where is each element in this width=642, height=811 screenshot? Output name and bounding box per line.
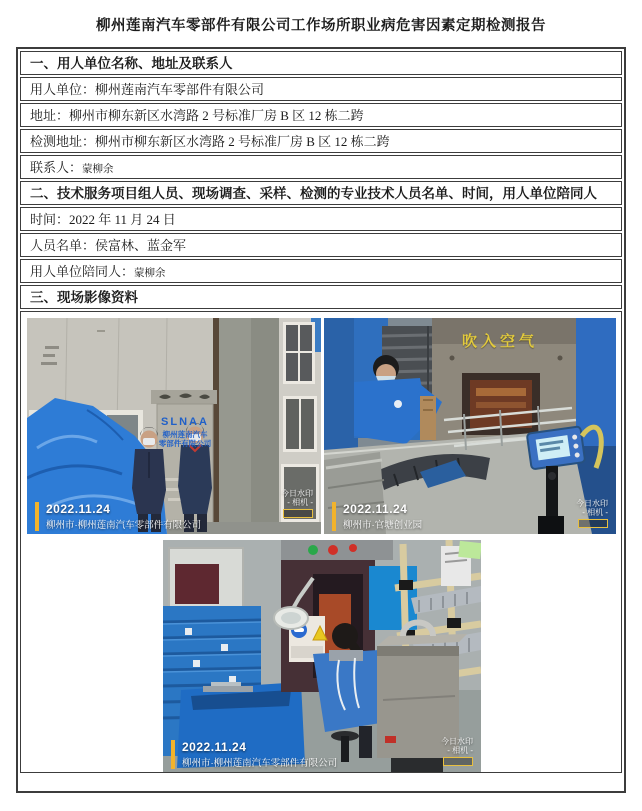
photo-workshop-sampling (324, 318, 616, 534)
photo1-watermark-date: 2022.11.24 (46, 502, 111, 516)
test-address-label: 检测地址： (30, 134, 96, 149)
photo2-watermark-badge-icon (578, 519, 608, 528)
photo1-app-watermark (281, 489, 313, 518)
section2-heading: 二、技术服务项目组人员、现场调查、采样、检测的专业技术人员名单、时间，用人单位陪同人 (20, 181, 622, 205)
section3-heading: 三、现场影像资料 (20, 285, 622, 309)
photo1-app-name: 今日水印 (281, 489, 313, 498)
escort-label: 用人单位陪同人： (30, 264, 135, 279)
row-staff (20, 233, 622, 257)
photo3-app-watermark (441, 737, 473, 766)
machine-label-text: 吹入空气 (462, 333, 539, 350)
escort-value: 蒙柳余 (134, 268, 166, 279)
photo2-watermark-location: 柳州市·官塘创业园 (343, 520, 423, 531)
photo3-watermark-badge-icon (443, 757, 473, 766)
photos-cell (20, 311, 622, 773)
photo3-watermark (171, 740, 337, 769)
photo2-watermark-date: 2022.11.24 (343, 502, 408, 516)
time-label: 时间： (30, 212, 70, 227)
staff-value: 侯富林、蓝金军 (95, 238, 187, 253)
photo3-watermark-location: 柳州市·柳州莲南汽车零部件有限公司 (182, 758, 338, 769)
row-test-address (20, 129, 622, 153)
factory-sign-cn2: 零部件有限公司 (158, 439, 212, 449)
row-address (20, 103, 622, 127)
photo1-watermark (35, 502, 201, 531)
address-value: 柳州市柳东新区水湾路 2 号标准厂房 B 区 12 栋二跨 (69, 108, 364, 123)
photo2-watermark (332, 502, 422, 531)
photo-workstation-operator (163, 540, 481, 772)
factory-sign-cn1: 柳州莲南汽车 (162, 429, 208, 439)
test-address-value: 柳州市柳东新区水湾路 2 号标准厂房 B 区 12 栋二跨 (95, 134, 390, 149)
photo3-app-name: 今日水印 (441, 737, 473, 746)
employer-label: 用人单位： (30, 82, 96, 97)
contact-label: 联系人： (30, 160, 83, 175)
photo1-watermark-location: 柳州市·柳州莲南汽车零部件有限公司 (46, 520, 202, 531)
report-title: 柳州莲南汽车零部件有限公司工作场所职业病危害因素定期检测报告 (96, 18, 546, 34)
photo3-app-sub: - 相机 - (447, 746, 473, 755)
photo2-app-watermark (576, 499, 608, 528)
photo2-app-name: 今日水印 (576, 499, 608, 508)
workstation-photo-art (163, 540, 481, 772)
contact-value: 蒙柳余 (82, 164, 114, 175)
row-employer (20, 77, 622, 101)
address-label: 地址： (30, 108, 70, 123)
row-contact (20, 155, 622, 179)
photo1-watermark-badge-icon (283, 509, 313, 518)
employer-value: 柳州莲南汽车零部件有限公司 (95, 82, 265, 97)
factory-sign-en: SLNAA (161, 416, 209, 428)
row-time (20, 207, 622, 231)
photo2-app-sub: - 相机 - (582, 508, 608, 517)
report-table (16, 47, 626, 793)
photo1-app-sub: - 相机 - (287, 498, 313, 507)
section1-heading: 一、用人单位名称、地址及联系人 (20, 51, 622, 75)
staff-label: 人员名单： (30, 238, 96, 253)
time-value: 2022 年 11 月 24 日 (69, 212, 176, 227)
row-escort (20, 259, 622, 283)
photo-factory-entrance (27, 318, 321, 534)
photo3-watermark-date: 2022.11.24 (182, 740, 247, 754)
